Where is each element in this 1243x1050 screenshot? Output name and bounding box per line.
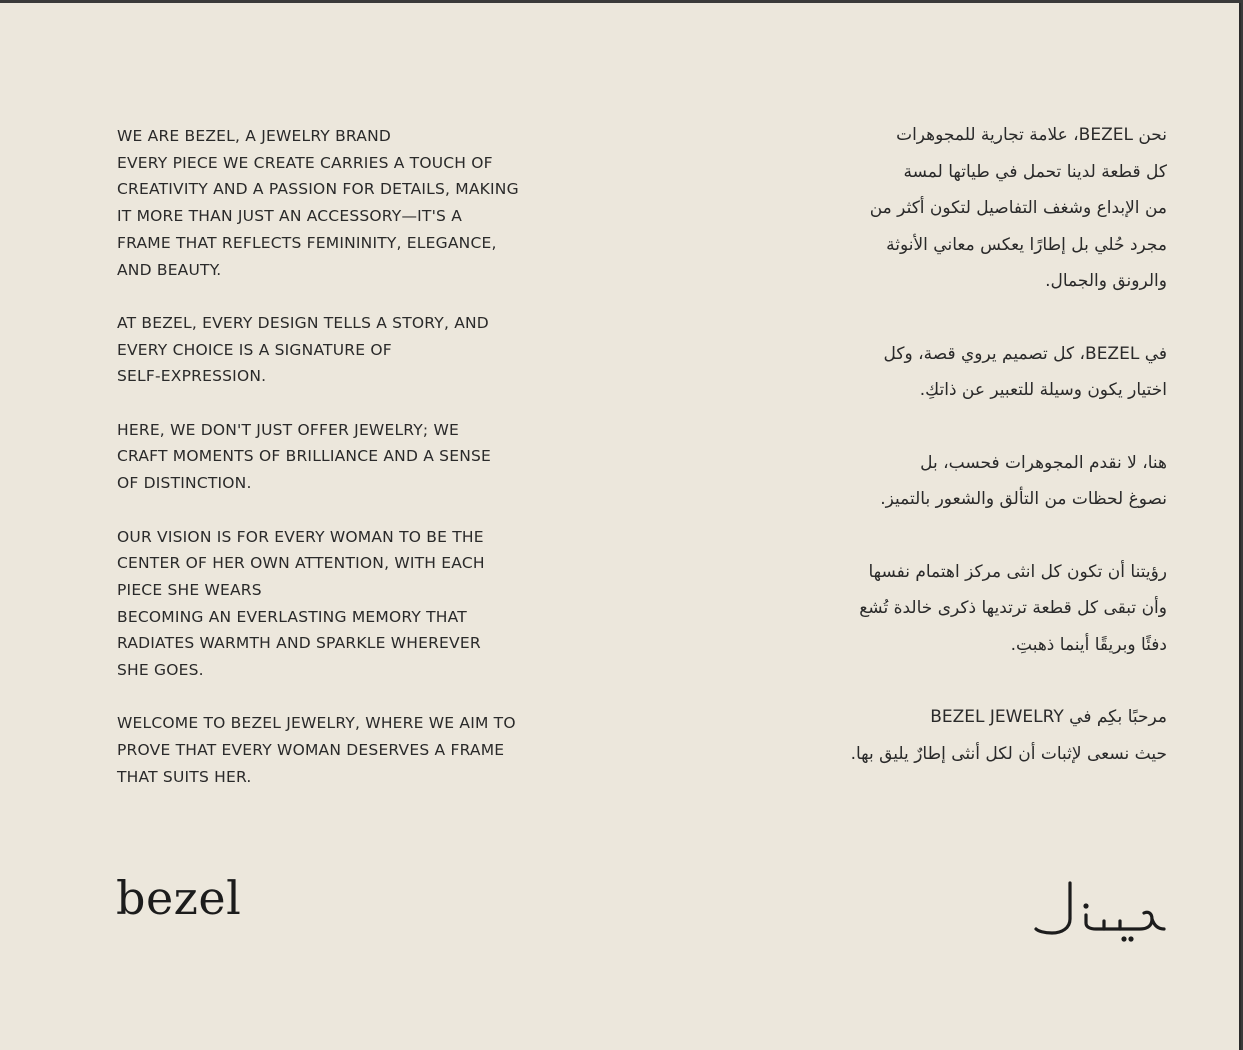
- text-line: CREATIVITY AND A PASSION FOR DETAILS, MAKING: [117, 180, 519, 199]
- text-line: من الإبداع وشغف التفاصيل لتكون أكثر من: [869, 198, 1167, 218]
- english-paragraph-3: [117, 417, 657, 497]
- text-line: OUR VISION IS FOR EVERY WOMAN TO BE THE: [117, 527, 484, 546]
- text-line: PROVE THAT EVERY WOMAN DESERVES A FRAME: [117, 741, 505, 760]
- arabic-paragraph-2: [687, 336, 1167, 409]
- brand-about-page: [0, 3, 1241, 1050]
- english-text-column: [117, 123, 657, 817]
- text-line: THAT SUITS HER.: [117, 767, 252, 786]
- arabic-text-column: [687, 117, 1167, 808]
- english-paragraph-5: [117, 710, 657, 790]
- arabic-paragraph-1: [687, 117, 1167, 300]
- english-paragraph-1: [117, 123, 657, 283]
- text-line: OF DISTINCTION.: [117, 474, 252, 493]
- bezel-logo-arabic: [1030, 875, 1170, 945]
- text-line: AT BEZEL, EVERY DESIGN TELLS A STORY, AND: [117, 313, 489, 332]
- text-line: AND BEAUTY.: [117, 260, 222, 279]
- text-line: SELF-EXPRESSION.: [117, 367, 267, 386]
- text-line: نحن BEZEL، علامة تجارية للمجوهرات: [896, 125, 1167, 145]
- text-line: WELCOME TO BEZEL JEWELRY, WHERE WE AIM TO: [117, 714, 516, 733]
- text-line: مرحبًا بكِم في BEZEL JEWELRY: [930, 707, 1167, 727]
- bezel-logo-english: bezel: [116, 871, 242, 925]
- text-line: وأن تبقى كل قطعة ترتديها ذكرى خالدة تُشع: [859, 598, 1167, 618]
- text-line: CRAFT MOMENTS OF BRILLIANCE AND A SENSE: [117, 447, 492, 466]
- text-line: PIECE SHE WEARS: [117, 580, 262, 599]
- text-line: دفئًا وبريقًا أينما ذهبتِ.: [1010, 634, 1167, 655]
- text-line: نصوغ لحظات من التألق والشعور بالتميز.: [880, 489, 1167, 509]
- text-line: RADIATES WARMTH AND SPARKLE WHEREVER: [117, 634, 481, 653]
- english-paragraph-4: [117, 524, 657, 684]
- text-line: HERE, WE DON'T JUST OFFER JEWELRY; WE: [117, 420, 460, 439]
- text-line: CENTER OF HER OWN ATTENTION, WITH EACH: [117, 554, 485, 573]
- text-line: WE ARE BEZEL, A JEWELRY BRAND: [117, 127, 391, 145]
- text-line: اختيار يكون وسيلة للتعبير عن ذاتكِ.: [919, 380, 1167, 400]
- english-paragraph-2: [117, 310, 657, 390]
- text-line: والرونق والجمال.: [1045, 271, 1167, 291]
- text-line: هنا، لا نقدم المجوهرات فحسب، بل: [920, 452, 1167, 473]
- text-line: EVERY CHOICE IS A SIGNATURE OF: [117, 340, 392, 359]
- text-line: مجرد حُلي بل إطارًا يعكس معاني الأنوثة: [886, 234, 1167, 255]
- arabic-paragraph-5: [687, 699, 1167, 772]
- text-line: رؤيتنا أن تكون كل انثى مركز اهتمام نفسها: [868, 561, 1167, 582]
- text-line: SHE GOES.: [117, 661, 204, 680]
- text-line: BECOMING AN EVERLASTING MEMORY THAT: [117, 607, 467, 626]
- text-line: حيث نسعى لإثبات أن لكل أنثى إطارٌ يليق بها.: [850, 743, 1167, 764]
- text-line: كل قطعة لدينا تحمل في طياتها لمسة: [903, 161, 1167, 182]
- text-line: FRAME THAT REFLECTS FEMININITY, ELEGANCE,: [117, 233, 497, 252]
- text-line: IT MORE THAN JUST AN ACCESSORY—IT'S A: [117, 207, 463, 226]
- arabic-paragraph-4: [687, 554, 1167, 664]
- text-line: في BEZEL، كل تصميم يروي قصة، وكل: [883, 343, 1167, 364]
- text-line: EVERY PIECE WE CREATE CARRIES A TOUCH OF: [117, 153, 493, 172]
- arabic-paragraph-3: [687, 445, 1167, 518]
